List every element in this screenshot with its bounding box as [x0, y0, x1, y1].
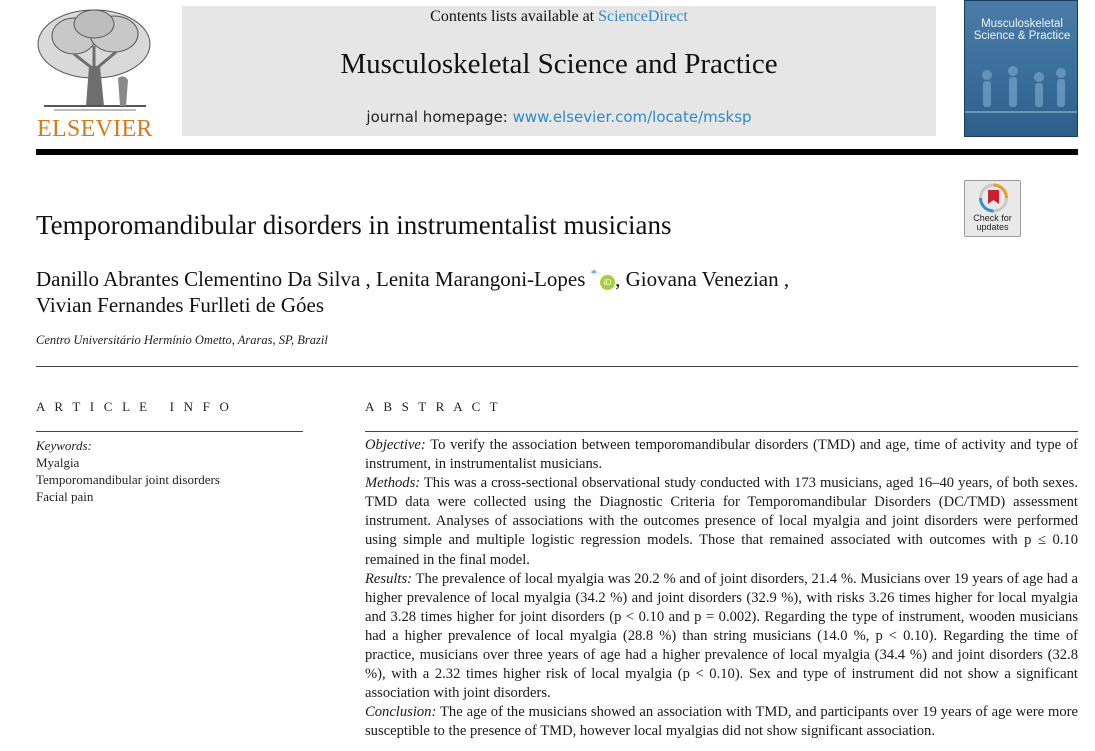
keyword-item: Myalgia: [36, 455, 80, 470]
abstract-methods: [365, 474, 1078, 569]
cover-figures-icon: [965, 61, 1078, 131]
publisher-name: ELSEVIER: [37, 116, 153, 142]
cfu-line1: Check for: [973, 213, 1012, 223]
objective-text: To verify the association between temporomandibular disorders (TMD) and age, time of activity and type of instrument, in instrumentalist musicians.: [365, 437, 1078, 473]
article-title: Temporomandibular disorders in instrumentalist musicians: [36, 210, 672, 240]
abstract-results: [365, 570, 1078, 704]
author-name[interactable]: Giovana Venezian: [625, 267, 779, 291]
conclusion-text: The age of the musicians showed an association with TMD, and participants over 19 years of age were more susceptible to the presence of TMD, however local myalgias did not show significant association.: [365, 704, 1078, 740]
contents-prefix: Contents lists available at: [430, 8, 599, 25]
results-label: Results:: [365, 570, 413, 587]
results-text: The prevalence of local myalgia was 20.2 % and of joint disorders, 21.4 %. Musicians over 19 years of age had a higher prevalence of local myalgia (34.2 %) and joint disorders (32.9 %), with risks 3.26 times higher for local myalgia and 3.28 times higher for joint disorders (p < 0.10 and p = 0.002). Regarding the type of instrument, wooden musicians had a higher prevalence of local myalgia (28.8 %) than string musicians (14.0 %, p < 0.10). Regarding the time of practice, musicians over three years of age had a higher prevalence of local myalgia (34.4 %) and joint disorders (32.8 %), with a 2.32 times higher risk of local myalgia (p < 0.10). Sex and type of instrument did not show a significant association with joint disorders.: [365, 570, 1078, 702]
section-rule: [36, 366, 1078, 367]
journal-title: Musculoskeletal Science and Practice: [340, 48, 778, 80]
journal-cover[interactable]: [964, 0, 1078, 137]
publisher-logo[interactable]: [34, 6, 156, 140]
methods-text: This was a cross-sectional observational study conducted with 173 musicians, aged 16–40 years, of both sexes. TMD data were collected using the Diagnostic Criteria for Temporomandibular Disorders (DC/TMD) assessment instrument. Analyses of associations with the outcomes presence of local myalgia and joint disorders were performed using simple and multiple logistic regression models. Those that remained associated with outcomes with p ≤ 0.10 remained in the final model.: [365, 475, 1078, 568]
article-info-rule: [36, 431, 303, 432]
author-name[interactable]: Vivian Fernandes Furlleti de Góes: [36, 293, 325, 317]
article-info-heading: A R T I C L E I N F O: [36, 399, 233, 414]
author-list: [36, 266, 936, 318]
keywords-label: Keywords:: [36, 438, 92, 453]
abstract-rule: [365, 431, 1078, 432]
abstract-heading: A B S T R A C T: [365, 399, 501, 414]
cfu-line2: updates: [976, 222, 1009, 232]
objective-label: Objective:: [365, 437, 426, 453]
header-rule: [36, 149, 1078, 155]
keywords-block: [36, 437, 220, 505]
orcid-icon[interactable]: iD: [600, 275, 615, 290]
author-separator: ,: [615, 267, 626, 291]
author-name[interactable]: Lenita Marangoni-Lopes: [376, 267, 586, 291]
affiliation: Centro Universitário Hermínio Ometto, Araras, SP, Brazil: [36, 333, 328, 347]
author-separator: ,: [778, 267, 790, 291]
abstract-objective: [365, 436, 1078, 474]
corresponding-author-marker[interactable]: *: [590, 266, 598, 281]
author-separator: ,: [360, 267, 377, 291]
contents-line: [182, 8, 936, 26]
check-for-updates-label: [965, 214, 1020, 232]
author-name[interactable]: Danillo Abrantes Clementino Da Silva: [36, 267, 361, 291]
keyword-item: Temporomandibular joint disorders: [36, 472, 220, 487]
update-badge-icon: [965, 181, 1022, 215]
journal-header: [182, 6, 936, 136]
journal-homepage-link[interactable]: www.elsevier.com/locate/msksp: [512, 108, 752, 126]
tree-icon: [34, 6, 156, 116]
cover-title: Musculoskeletal Science & Practice: [973, 18, 1071, 42]
abstract-conclusion: [365, 703, 1078, 741]
abstract-body: [365, 436, 1078, 742]
check-for-updates-button[interactable]: [964, 180, 1021, 237]
homepage-line: [182, 108, 936, 126]
homepage-prefix: journal homepage:: [366, 108, 513, 126]
methods-label: Methods:: [365, 475, 421, 492]
keyword-item: Facial pain: [36, 489, 94, 504]
conclusion-label: Conclusion:: [365, 704, 437, 721]
sciencedirect-link[interactable]: ScienceDirect: [598, 8, 688, 25]
